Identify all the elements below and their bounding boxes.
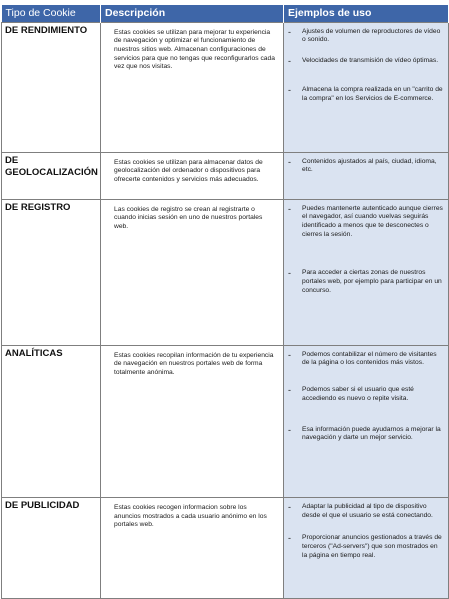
- table-row-rendimiento: [2, 22, 449, 152]
- example-text: Contenidos ajustados al país, ciudad, idioma, etc.: [302, 157, 437, 174]
- cookie-examples: [284, 152, 449, 199]
- example-item: [288, 503, 444, 520]
- cookie-type-label: DE PUBLICIDAD: [2, 497, 101, 598]
- cookie-description: Las cookies de registro se crean al registrarte o cuando inicias sesión en uno de nuestros portales web.: [101, 199, 284, 345]
- example-item: [288, 28, 444, 45]
- example-item: [288, 57, 444, 66]
- bullet-dash: -: [288, 424, 291, 435]
- cookie-description: Estas cookies recogen informacion sobre los anuncios mostrados a cada usuario anónimo en los portales web.: [101, 497, 284, 598]
- cookie-examples: [284, 22, 449, 152]
- example-item: [288, 205, 444, 240]
- bullet-dash: -: [288, 84, 291, 95]
- example-text: Adaptar la publicidad al tipo de dispositivo desde el que el usuario se está conectando.: [302, 502, 433, 519]
- cookie-type-label: DE GEOLOCALIZACIÓN: [2, 152, 101, 199]
- example-item: [288, 158, 444, 175]
- bullet-dash: -: [288, 268, 291, 279]
- bullet-dash: -: [288, 26, 291, 37]
- cookie-description: Estas cookies se utilizan para almacenar datos de geolocalización del ordenador o dispositivos para ofrecerte contenidos y servicios más adecuados.: [101, 152, 284, 199]
- example-item: [288, 426, 444, 443]
- cookie-description: Estas cookies se utilizan para mejorar tu experiencia de navegación y optimizar el funcionamiento de nuestros sitios web. Almacenan configuraciones de servicios para que no tengas que reconfigurarlos cada vez que nos visitas.: [101, 22, 284, 152]
- bullet-dash: -: [288, 385, 291, 396]
- header-description: Descripción: [101, 5, 284, 22]
- example-text: Esa información puede ayudarnos a mejorar la navegación y darte un mejor servicio.: [302, 425, 441, 442]
- example-item: [288, 86, 444, 103]
- bullet-dash: -: [288, 156, 291, 167]
- bullet-dash: -: [288, 55, 291, 66]
- header-cookie-type: Tipo de Cookie: [2, 5, 101, 22]
- table-row-analiticas: [2, 345, 449, 497]
- bullet-dash: -: [288, 349, 291, 360]
- example-text: Velocidades de transmisión de vídeo óptimas.: [302, 56, 439, 64]
- example-text: Almacena la compra realizada en un "carrito de la compra" en los Servicios de E-commerce.: [302, 85, 443, 102]
- example-text: Podemos contabilizar el número de visitantes de la página o los contenidos más vistos.: [302, 350, 437, 367]
- cookie-examples: [284, 199, 449, 345]
- table-row-registro: [2, 199, 449, 345]
- example-item: [288, 269, 444, 295]
- cookie-examples: [284, 345, 449, 497]
- example-item: [288, 351, 444, 368]
- header-row: [2, 5, 449, 22]
- example-item: [288, 386, 444, 403]
- bullet-dash: -: [288, 533, 291, 544]
- example-item: [288, 534, 444, 560]
- example-text: Para acceder a ciertas zonas de nuestros portales web, por ejemplo para participar en un concurso.: [302, 269, 442, 294]
- example-text: Podemos saber si el usuario que esté accediendo es nuevo o repite visita.: [302, 386, 414, 402]
- cookie-description: Estas cookies recopilan información de tu experiencia de navegación en nuestros portales web de forma totalmente anónima.: [101, 345, 284, 497]
- bullet-dash: -: [288, 203, 291, 214]
- example-text: Puedes mantenerte autenticado aunque cierres el navegador, así cuando vuelvas seguirás identificado a menos que te desconectes o cierres la sesión.: [302, 204, 443, 238]
- bullet-dash: -: [288, 501, 291, 512]
- table-row-geolocalizacion: [2, 152, 449, 199]
- table-row-publicidad: [2, 497, 449, 598]
- cookie-type-label: DE RENDIMIENTO: [2, 22, 101, 152]
- example-text: Proporcionar anuncios gestionados a través de terceros ("Ad-servers") que son mostrados en la página en tiempo real.: [302, 534, 442, 559]
- example-text: Ajustes de volumen de reproductores de vídeo o sonido.: [302, 27, 441, 44]
- header-examples: Ejemplos de uso: [284, 5, 449, 22]
- cookie-type-label: ANALÍTICAS: [2, 345, 101, 497]
- cookie-type-label: DE REGISTRO: [2, 199, 101, 345]
- cookie-table: [1, 5, 449, 599]
- cookie-examples: [284, 497, 449, 598]
